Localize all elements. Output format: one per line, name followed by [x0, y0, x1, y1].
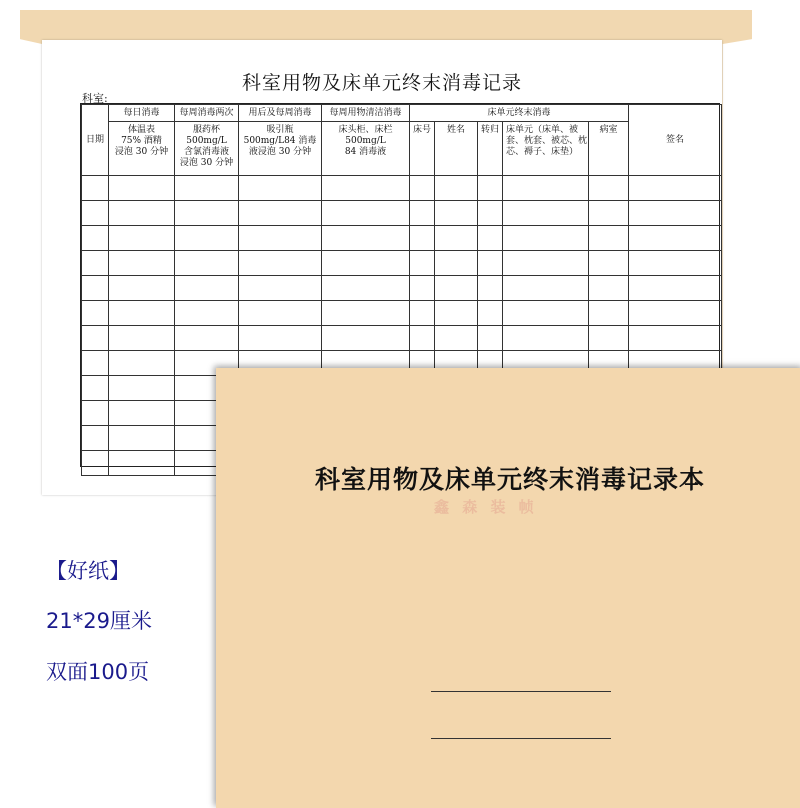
- sub-header-bedside-table: 床头柜、床栏 500mg/L 84 消毒液: [322, 122, 410, 176]
- table-cell: [109, 201, 175, 226]
- table-cell: [322, 276, 410, 301]
- table-cell: [478, 251, 503, 276]
- table-cell: [435, 201, 478, 226]
- table-cell: [410, 301, 435, 326]
- sub-header-name: 姓名: [435, 122, 478, 176]
- table-cell: [175, 326, 239, 351]
- table-cell: [478, 326, 503, 351]
- table-row: [82, 176, 722, 201]
- table-cell: [82, 401, 109, 426]
- table-cell: [109, 351, 175, 376]
- sub-header-medicine-cup: 服药杯 500mg/L 含氯消毒液 浸泡 30 分钟: [175, 122, 239, 176]
- table-cell: [82, 176, 109, 201]
- table-cell: [239, 301, 322, 326]
- table-cell: [109, 376, 175, 401]
- dept-label: 科室:: [82, 92, 108, 105]
- table-cell: [239, 226, 322, 251]
- table-cell: [109, 326, 175, 351]
- table-cell: [435, 326, 478, 351]
- table-cell: [239, 251, 322, 276]
- table-cell: [322, 176, 410, 201]
- table-cell: [503, 251, 589, 276]
- table-cell: [410, 176, 435, 201]
- table-cell: [589, 226, 629, 251]
- table-cell: [175, 301, 239, 326]
- table-cell: [82, 351, 109, 376]
- table-cell: [322, 301, 410, 326]
- table-row: [82, 276, 722, 301]
- table-cell: [109, 301, 175, 326]
- table-cell: [109, 226, 175, 251]
- sub-header-outcome: 转归: [478, 122, 503, 176]
- table-cell: [503, 301, 589, 326]
- table-cell: [82, 376, 109, 401]
- info-size: 21*29厘米: [46, 609, 152, 633]
- group-header-after-use: 用后及每周消毒: [239, 105, 322, 122]
- info-pages: 双面100页: [46, 660, 150, 684]
- table-cell: [629, 326, 722, 351]
- table-cell: [629, 276, 722, 301]
- table-cell: [82, 226, 109, 251]
- table-cell: [589, 326, 629, 351]
- table-cell: [322, 326, 410, 351]
- table-cell: [478, 301, 503, 326]
- table-cell: [503, 201, 589, 226]
- cover-blank-line: [431, 691, 611, 692]
- cover-title: 科室用物及床单元终末消毒记录本: [314, 465, 705, 494]
- table-cell: [503, 276, 589, 301]
- table-cell: [109, 276, 175, 301]
- table-cell: [435, 176, 478, 201]
- table-cell: [629, 176, 722, 201]
- table-cell: [629, 251, 722, 276]
- table-cell: [629, 201, 722, 226]
- table-cell: [589, 276, 629, 301]
- group-header-weekly-clean: 每周用物清洁消毒: [322, 105, 410, 122]
- table-cell: [82, 251, 109, 276]
- sub-header-suction-bottle: 吸引瓶 500mg/L84 消毒 液浸泡 30 分钟: [239, 122, 322, 176]
- sub-header-ward: 病室: [589, 122, 629, 176]
- page-title: 科室用物及床单元终末消毒记录: [241, 72, 522, 94]
- table-cell: [410, 276, 435, 301]
- table-cell: [410, 251, 435, 276]
- group-header-twice-weekly: 每周消毒两次: [175, 105, 239, 122]
- table-cell: [82, 276, 109, 301]
- table-cell: [175, 251, 239, 276]
- table-cell: [175, 226, 239, 251]
- table-cell: [175, 176, 239, 201]
- table-cell: [410, 201, 435, 226]
- table-cell: [589, 201, 629, 226]
- table-row: [82, 201, 722, 226]
- table-cell: [435, 276, 478, 301]
- date-header: 日期: [82, 105, 109, 176]
- table-cell: [82, 201, 109, 226]
- table-cell: [109, 176, 175, 201]
- table-row: [82, 301, 722, 326]
- signature-header: 签名: [629, 105, 722, 176]
- table-cell: [239, 176, 322, 201]
- table-cell: [82, 451, 109, 476]
- sub-header-bed-unit: 床单元（床单、被套、枕套、被芯、枕芯、褥子、床垫）: [503, 122, 589, 176]
- table-cell: [82, 426, 109, 451]
- table-row: [82, 326, 722, 351]
- table-cell: [629, 226, 722, 251]
- table-cell: [478, 176, 503, 201]
- table-cell: [175, 276, 239, 301]
- table-row: [82, 226, 722, 251]
- table-cell: [322, 251, 410, 276]
- table-cell: [503, 226, 589, 251]
- table-cell: [82, 326, 109, 351]
- table-cell: [82, 301, 109, 326]
- table-cell: [589, 176, 629, 201]
- sub-header-bed-number: 床号: [410, 122, 435, 176]
- table-cell: [109, 401, 175, 426]
- cover-blank-line: [431, 738, 611, 739]
- table-cell: [478, 226, 503, 251]
- table-cell: [589, 301, 629, 326]
- group-header-daily: 每日消毒: [109, 105, 175, 122]
- table-cell: [503, 326, 589, 351]
- table-cell: [410, 226, 435, 251]
- table-cell: [478, 201, 503, 226]
- table-cell: [239, 201, 322, 226]
- table-cell: [175, 201, 239, 226]
- table-cell: [109, 426, 175, 451]
- table-cell: [435, 251, 478, 276]
- table-cell: [109, 451, 175, 476]
- table-cell: [322, 226, 410, 251]
- table-cell: [410, 326, 435, 351]
- table-cell: [589, 251, 629, 276]
- sub-header-thermometer: 体温表 75% 酒精 浸泡 30 分钟: [109, 122, 175, 176]
- table-cell: [322, 201, 410, 226]
- table-cell: [629, 301, 722, 326]
- table-cell: [109, 251, 175, 276]
- table-cell: [435, 226, 478, 251]
- table-cell: [239, 326, 322, 351]
- info-quality: 【好纸】: [46, 559, 130, 583]
- table-cell: [478, 276, 503, 301]
- table-cell: [239, 276, 322, 301]
- table-cell: [435, 301, 478, 326]
- table-cell: [503, 176, 589, 201]
- front-cover: [216, 368, 800, 808]
- table-row: [82, 251, 722, 276]
- group-header-terminal: 床单元终末消毒: [410, 105, 629, 122]
- watermark: 鑫 森 装 帧: [434, 498, 538, 516]
